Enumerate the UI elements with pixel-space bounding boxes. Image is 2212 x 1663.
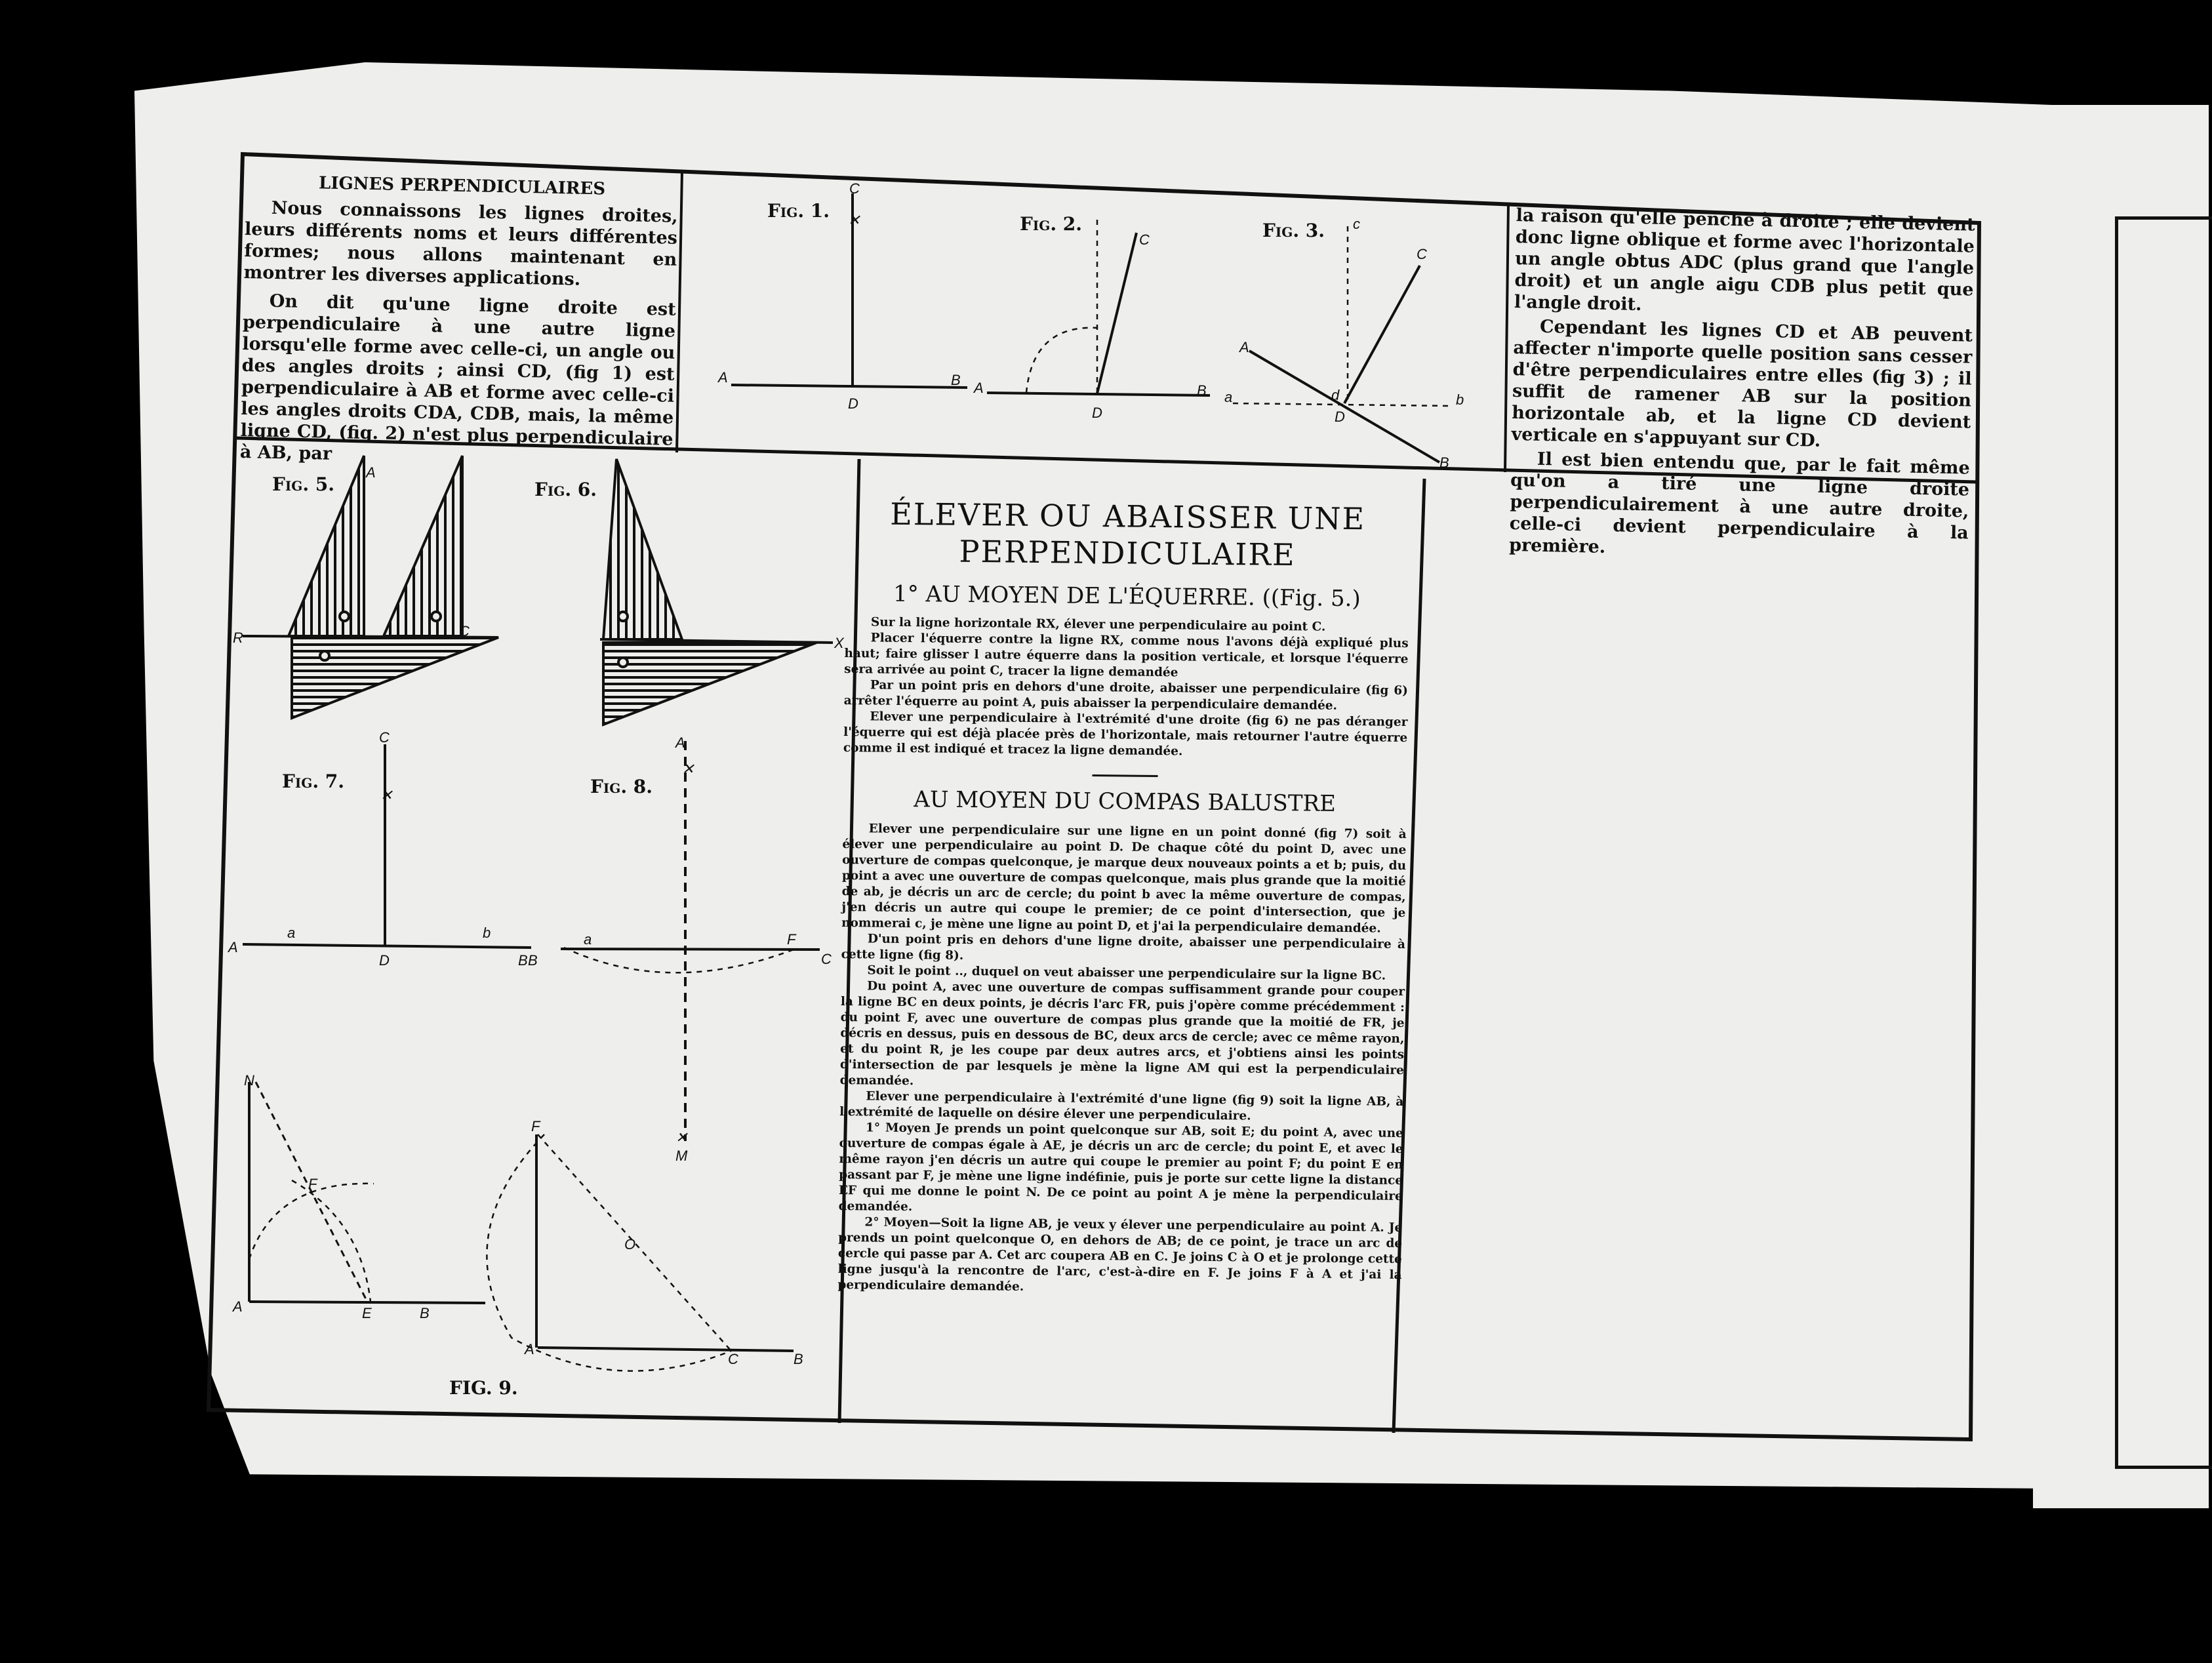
paragraph: Elever une perpendiculaire à l'extrémité d'une droite (fig 6) ne pas déranger l'équerre qui est déjà placée près de l'horizontale, mais retourner l'autre équerre comme il est indiqué et tracez la ligne demandée. bbox=[843, 710, 1408, 759]
svg-text:C: C bbox=[1139, 231, 1150, 248]
svg-text:C: C bbox=[1417, 246, 1427, 262]
fig6-label: Fig. 6. bbox=[534, 479, 597, 500]
svg-text:B: B bbox=[518, 952, 528, 969]
paragraph: Placer l'équerre contre la ligne RX, comme nous l'avons déjà expliqué plus haut; faire glisser l autre équerre dans la position verticale, et lorsque l'équerre sera arrivée au point C, tracer la ligne demandée bbox=[844, 631, 1409, 680]
lower-left-figures bbox=[223, 446, 866, 1416]
fig5-label: Fig. 5. bbox=[272, 473, 335, 495]
svg-text:C: C bbox=[379, 729, 390, 746]
svg-text:A: A bbox=[1239, 339, 1249, 355]
paragraph: Sur la ligne horizontale RX, élever une perpendiculaire au point C. bbox=[870, 615, 1326, 634]
svg-text:A: A bbox=[366, 464, 376, 481]
paragraph: Du point A, avec une ouverture de compas suffisamment grande pour couper la ligne BC en deux points, je décris l'arc FR, puis j'opère comme précédemment : du point F, avec une ouverture de compas plus grande que la moitié de FR, je décris en dessus, puis en dessous de BC, deux arcs de cercle; avec ce même rayon, et du point R, je les coupe par deux autres arcs, et j'obtiens ainsi les points d'intersection de par lesquels je mène la ligne AM qui est la perpendiculaire demandée. bbox=[839, 979, 1405, 1089]
svg-text:A: A bbox=[525, 1341, 534, 1357]
svg-text:F: F bbox=[531, 1118, 540, 1134]
svg-text:B: B bbox=[951, 372, 961, 388]
svg-text:✕: ✕ bbox=[675, 1129, 688, 1146]
svg-text:D: D bbox=[848, 395, 858, 412]
svg-text:✕: ✕ bbox=[682, 761, 694, 777]
paragraph: D'un point pris en dehors d'une ligne droite, abaisser une perpendiculaire à cette ligne (fig 8). bbox=[841, 932, 1405, 963]
divider bbox=[1093, 774, 1158, 777]
svg-text:D: D bbox=[1092, 405, 1102, 421]
svg-text:B: B bbox=[528, 952, 538, 969]
svg-text:✕: ✕ bbox=[848, 212, 860, 228]
svg-text:c: c bbox=[1353, 216, 1360, 232]
fig7-label: Fig. 7. bbox=[282, 771, 345, 792]
svg-text:R: R bbox=[233, 630, 243, 646]
svg-text:M: M bbox=[675, 1148, 688, 1164]
svg-text:b: b bbox=[1456, 391, 1464, 408]
svg-text:F: F bbox=[787, 931, 796, 948]
paragraph: Elever une perpendiculaire à l'extrémité d'une ligne (fig 9) soit la ligne AB, à l'extrémité de laquelle on désire élever une perpendiculaire. bbox=[839, 1089, 1404, 1123]
svg-text:C: C bbox=[728, 1351, 738, 1367]
section-heading-compas: AU MOYEN DU COMPAS BALUSTRE bbox=[914, 786, 1337, 817]
svg-text:B: B bbox=[1197, 382, 1207, 399]
paragraph: Soit le point .., duquel on veut abaisser une perpendiculaire sur la ligne BC. bbox=[867, 963, 1386, 983]
main-title-line1: ÉLEVER OU ABAISSER UNE bbox=[889, 496, 1366, 537]
svg-text:C: C bbox=[459, 623, 470, 639]
svg-text:D: D bbox=[1335, 409, 1345, 425]
fig3-label: Fig. 3. bbox=[1262, 220, 1325, 241]
svg-text:A: A bbox=[718, 369, 728, 386]
svg-text:D: D bbox=[379, 952, 390, 969]
svg-text:N: N bbox=[244, 1072, 254, 1089]
paragraph: la raison qu'elle penche à droite ; elle devient donc ligne oblique et forme avec l'horizontale un angle obtus ADC (plus grand que l'angle droit) et un angle aigu CDB plus petit que l'angle droit. bbox=[1514, 205, 1975, 315]
section-heading-equerre: 1° AU MOYEN DE L'ÉQUERRE. ((Fig. 5.) bbox=[893, 580, 1361, 612]
svg-text:b: b bbox=[483, 925, 491, 941]
svg-text:a: a bbox=[1224, 389, 1233, 405]
svg-text:d: d bbox=[1331, 387, 1340, 403]
paragraph: Par un point pris en dehors d'une droite, abaisser une perpendiculaire (fig 6) arrêter l'équerre au point A, puis abaisser la perpendiculaire demandée. bbox=[843, 678, 1409, 713]
paragraph: Nous connaissons les lignes droites, leurs différents noms et leurs différentes formes; nous allons maintenant en montrer les diverses applications. bbox=[243, 197, 678, 290]
svg-text:O: O bbox=[624, 1236, 636, 1252]
fig1-label: Fig. 1. bbox=[767, 200, 830, 222]
fig9-label: FIG. 9. bbox=[449, 1377, 518, 1399]
middle-text bbox=[836, 495, 1410, 1413]
svg-text:A: A bbox=[974, 380, 984, 396]
svg-text:a: a bbox=[584, 931, 592, 948]
paragraph: Il est bien entendu que, par le fait même qu'on a tiré une ligne droite perpendiculairement à une autre droite, celle-ci devient perpendiculaire à la première. bbox=[1508, 449, 1971, 557]
svg-text:E: E bbox=[362, 1305, 372, 1321]
main-title-line2: PERPENDICULAIRE bbox=[959, 533, 1296, 573]
paragraph: Elever une perpendiculaire sur une ligne en un point donné (fig 7) soit à élever une perpendiculaire au point D. De chaque côté du point D, avec une ouverture de compas quelconque, je marque deux nouveaux points a et b; puis, du point a avec une ouverture de compas quelconque, mais plus grande que la moitié de ab, je décris un arc de cercle; du point b avec la même ouverture de compas, j'en décris un autre qui coupe le premier; de ce point d'intersection, que je nommerai c, je mène une ligne au point D, et j'ai la perpendiculaire demandée. bbox=[841, 822, 1407, 936]
paragraph: 1° Moyen Je prends un point quelconque sur AB, soit E; du point A, avec une ouverture de compas égale à AE, je décris un arc de cercle; du point E, et avec le même rayon j'en décris un autre qui coupe le premier au point F; du point E en passant par F, je mène une ligne indéfinie, puis je porte sur cette ligne la distance EF qui me donne le point N. De ce point au point A je mène la perpendiculaire demandée. bbox=[838, 1121, 1403, 1214]
svg-text:B: B bbox=[1439, 454, 1449, 471]
top-left-text bbox=[239, 169, 679, 464]
svg-text:C: C bbox=[849, 180, 860, 197]
svg-text:A: A bbox=[233, 1298, 243, 1315]
svg-text:B: B bbox=[794, 1351, 803, 1367]
svg-text:B: B bbox=[420, 1305, 430, 1321]
paragraph: On dit qu'une ligne droite est perpendiculaire à une autre ligne lorsqu'elle forme avec celle-ci, un angle ou des angles droits ; ainsi CD, (fig 1) est perpendiculaire à AB et forme avec celle-ci les angles droits CDA, CDB, mais, la même ligne CD, (fig. 2) n'est plus perpendiculaire à AB, par bbox=[239, 291, 676, 464]
svg-text:✕: ✕ bbox=[380, 787, 393, 803]
paragraph: 2° Moyen—Soit la ligne AB, je veux y élever une perpendiculaire au point A. Je prends un point quelconque O, en dehors de AB; de ce point, je trace un arc de cercle qui passe par A. Cet arc coupera AB en C. Je joins C à O et je prolonge cette ligne jusqu'à la rencontre de l'arc, c'est-à-dire en F. Je joins F à A et j'ai la perpendiculaire demandée. bbox=[837, 1215, 1403, 1294]
section-title-lignes: LIGNES PERPENDICULAIRES bbox=[318, 173, 606, 199]
svg-text:F: F bbox=[308, 1176, 317, 1192]
fig8-label: Fig. 8. bbox=[590, 776, 653, 797]
paragraph: Cependant les lignes CD et AB peuvent affecter n'importe quelle position sans cesser d'être perpendiculaires entre elles (fig 3) ; il suffit de ramener AB sur la position horizontale ab, et la ligne CD devient verticale en s'appuyant sur CD. bbox=[1511, 316, 1973, 451]
fig2-label: Fig. 2. bbox=[1020, 213, 1083, 235]
top-right-text bbox=[1508, 205, 1975, 557]
svg-text:A: A bbox=[228, 939, 238, 955]
svg-text:X: X bbox=[834, 635, 844, 651]
svg-text:A: A bbox=[675, 734, 685, 751]
svg-text:a: a bbox=[287, 925, 296, 941]
svg-text:C: C bbox=[821, 951, 832, 967]
